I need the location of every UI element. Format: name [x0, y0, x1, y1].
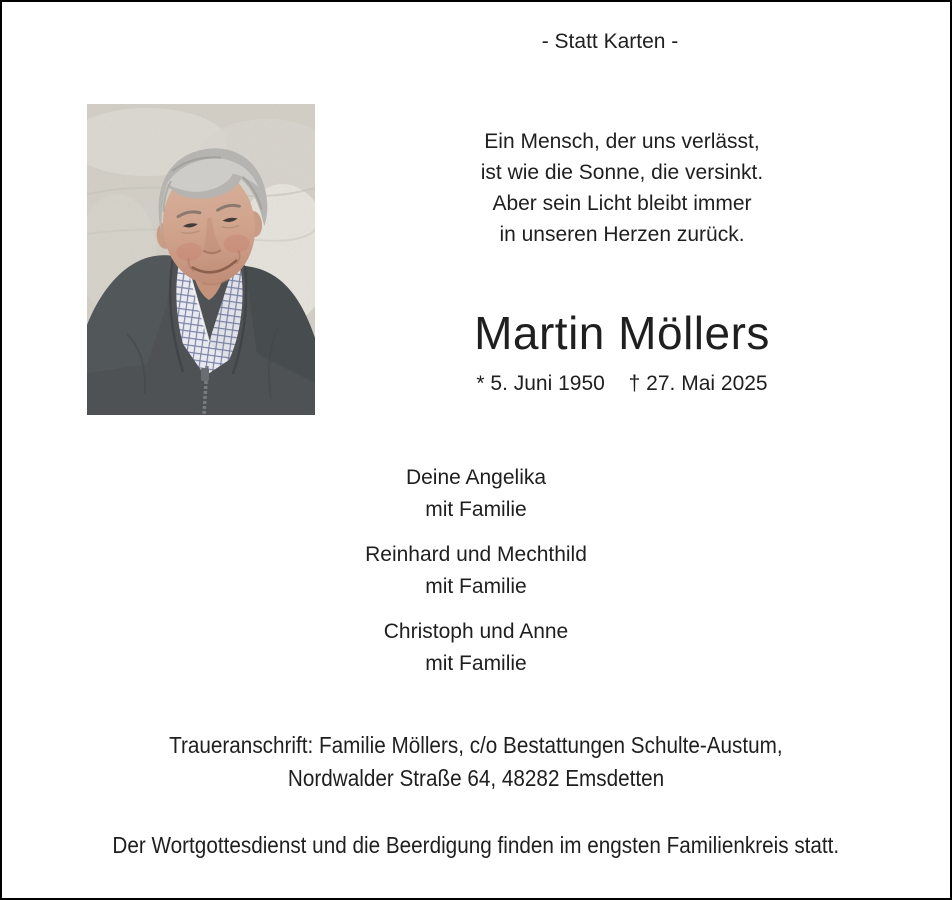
poem-line: in unseren Herzen zurück. [499, 223, 745, 246]
deceased-name: Martin Möllers [474, 307, 770, 359]
address-line: Nordwalder Straße 64, 48282 Emsdetten [287, 765, 665, 791]
address-line: Traueranschrift: Familie Möllers, c/o Bestattungen Schulte-Austum, [169, 732, 783, 758]
mourner-names: Reinhard und Mechthild [365, 543, 587, 566]
poem-line: Ein Mensch, der uns verlässt, [484, 130, 760, 153]
life-dates [422, 370, 822, 398]
mourner-suffix: mit Familie [425, 575, 527, 598]
mourners-list [2, 462, 950, 693]
mourning-address [2, 729, 950, 795]
mourner-suffix: mit Familie [425, 498, 527, 521]
portrait-photo [87, 104, 315, 415]
poem-line: ist wie die Sonne, die versinkt. [480, 161, 764, 184]
mourner-group [2, 616, 950, 680]
header-statt-karten: - Statt Karten - [541, 30, 679, 53]
mourner-names: Deine Angelika [405, 466, 547, 489]
mourner-group [2, 539, 950, 603]
memorial-poem [422, 126, 822, 250]
death-date: † 27. Mai 2025 [628, 372, 768, 395]
poem-line: Aber sein Licht bleibt immer [492, 192, 752, 215]
mourner-suffix: mit Familie [425, 652, 527, 675]
mourner-group [2, 462, 950, 526]
funeral-note: Der Wortgottesdienst und die Beerdigung finden im engsten Familienkreis statt. [112, 832, 840, 858]
mourner-names: Christoph und Anne [383, 620, 569, 643]
birth-date: * 5. Juni 1950 [476, 372, 605, 395]
